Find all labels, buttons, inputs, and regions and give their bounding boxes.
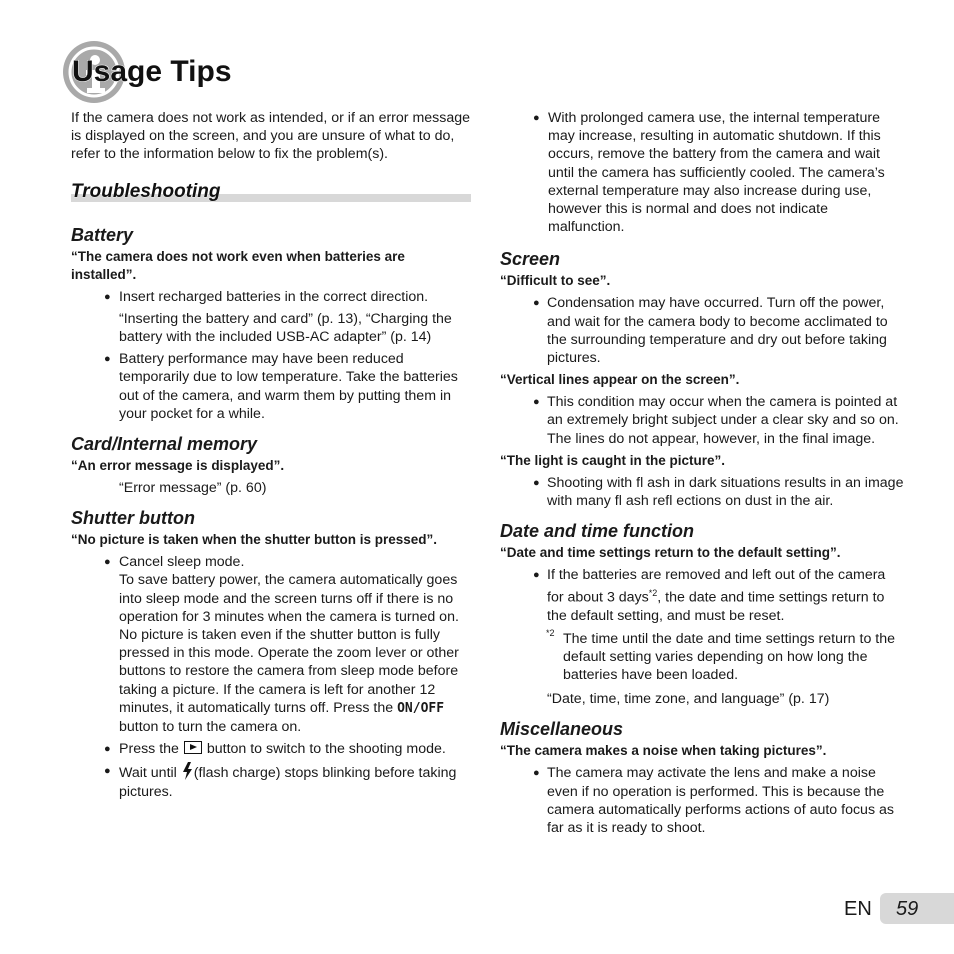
bullet: ● — [104, 290, 111, 303]
right-column — [500, 109, 904, 841]
list-item: ● Wait until (flash charge) stops blinking before taking pictures. — [71, 762, 473, 800]
date-heading: Date and time function — [500, 521, 695, 542]
list-item: ● With prolonged camera use, the internal temperature may increase, resulting in automatic shutdown. If this occurs, remove the battery from the camera and wait until the camera has sufficiently cooled. The camera’s external temperature may also increase during use, however this is normal and does not indicate malfunction. — [533, 110, 885, 236]
footnote-ref: *2 — [648, 588, 658, 599]
intro-text: If the camera does not work as intended, or if an error message is displayed on the screen, and you are unsure of what to do, refer to the information below to fix the problem(s). — [71, 110, 471, 163]
date-question: “Date and time settings return to the default setting”. — [500, 545, 841, 561]
bullet: ● — [533, 112, 540, 124]
page-title: Usage Tips — [72, 55, 232, 88]
flash-icon — [182, 762, 193, 780]
bullet: ● — [104, 556, 111, 569]
misc-heading: Miscellaneous — [500, 719, 624, 740]
bullet: ● — [533, 767, 540, 780]
language-label: EN — [844, 898, 872, 920]
bullet: ● — [533, 297, 540, 310]
list-item: ● This condition may occur when the camera is pointed at an extremely bright subject under a clear sky and so on. The lines do not appear, however, in the final image. — [533, 394, 899, 447]
playback-icon — [184, 741, 202, 754]
card-question: “An error message is displayed”. — [71, 458, 285, 474]
page-footer — [842, 893, 954, 923]
troubleshooting-heading — [71, 180, 473, 204]
on-off-button-label: ON/OFF — [397, 700, 445, 716]
bullet: ● — [104, 743, 111, 756]
list-item: ● Shooting with fl ash in dark situations results in an image with many fl ash refl ections on dust in the air. — [533, 474, 904, 510]
battery-question: “The camera does not work even when batteries are installed”. — [71, 248, 405, 282]
bullet: ● — [104, 353, 111, 366]
bullet: ● — [533, 569, 540, 582]
shutter-heading: Shutter button — [71, 508, 195, 529]
shutter-question: “No picture is taken when the shutter button is pressed”. — [71, 532, 438, 548]
misc-question: “The camera makes a noise when taking pictures”. — [500, 743, 827, 759]
battery-heading: Battery — [71, 224, 134, 245]
footnote-mark: *2 — [546, 627, 555, 638]
left-column — [71, 109, 473, 805]
screen-question-2: “Vertical lines appear on the screen”. — [500, 372, 740, 388]
list-item: ● Insert recharged batteries in the correct direction. — [104, 288, 429, 305]
list-item: ● Press the button to switch to the shooting mode. — [104, 741, 446, 758]
page-number: 59 — [896, 898, 919, 920]
screen-heading: Screen — [500, 249, 561, 270]
footnote: *2 The time until the date and time settings return to the default setting varies depending on how long the batteries have been loaded. — [546, 627, 896, 683]
list-item: ● The camera may activate the lens and make a noise even if no operation is performed. This is because the camera automatically performs actions of auto focus as far as it is ready to shoot. — [533, 765, 894, 837]
list-item: ● Battery performance may have been reduced temporarily due to low temperature. Take the batteries out of the camera, and warm them by putting them in your pocket for a while. — [104, 351, 458, 422]
card-heading: Card/Internal memory — [71, 434, 258, 455]
screen-question-3: “The light is caught in the picture”. — [500, 452, 726, 468]
card-reference: “Error message” (p. 60) — [119, 480, 267, 497]
date-reference: “Date, time, time zone, and language” (p. 17) — [547, 691, 830, 708]
troubleshooting-title: Troubleshooting — [71, 180, 221, 202]
list-item: ● Cancel sleep mode. To save battery power, the camera automatically goes into sleep mode and the screen turns off if there is no operation for 3 minutes when the camera is turned on. No picture is taken even if the shutter button is fully pressed in this mode. Operate the zoom lever or other buttons to restore the camera from sleep mode before taking a picture. If the camera is left for another 12 minutes, it automatically turns off. Press the ON/OFF button to turn the camera on. — [104, 554, 459, 736]
list-item: ● Condensation may have occurred. Turn off the power, and wait for the camera body to become acclimated to the surrounding temperature and dry out before taking pictures. — [533, 295, 888, 367]
list-item: ● If the batteries are removed and left out of the camera for about 3 days$^{*2}$, the date and time settings return to the default setting, and must be reset. — [533, 567, 886, 625]
bullet: ● — [533, 396, 540, 409]
bullet: ● — [533, 476, 540, 489]
screen-question-1: “Difficult to see”. — [500, 273, 611, 289]
battery-reference: “Inserting the battery and card” (p. 13), “Charging the battery with the included USB-AC adapter” (p. 14) — [119, 310, 452, 346]
bullet: ● — [104, 765, 111, 778]
